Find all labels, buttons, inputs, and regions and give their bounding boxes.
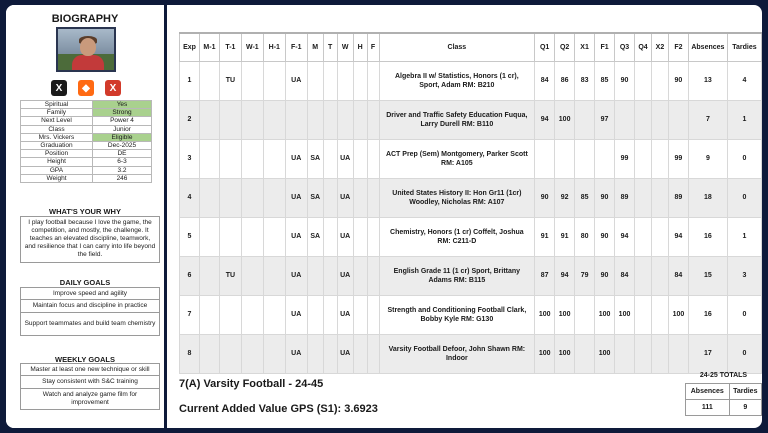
x-icon[interactable]: X [51, 80, 67, 96]
table-cell: TU [219, 61, 241, 100]
table-cell: UA [337, 295, 353, 334]
table-cell [199, 256, 219, 295]
table-cell: 83 [575, 61, 595, 100]
table-cell: UA [337, 217, 353, 256]
table-cell: 100 [535, 334, 555, 373]
table-cell [651, 178, 668, 217]
table-cell [635, 217, 652, 256]
table-cell [651, 100, 668, 139]
table-cell [575, 334, 595, 373]
table-cell [323, 139, 337, 178]
schedule-panel [171, 5, 762, 428]
bio-row [21, 174, 152, 182]
bio-value: Power 4 [93, 117, 152, 125]
table-cell [323, 334, 337, 373]
table-cell: 90 [668, 61, 688, 100]
bio-label: Mrs. Vickers [21, 133, 93, 141]
table-cell [323, 217, 337, 256]
table-cell: 1 [727, 100, 761, 139]
bio-label: Graduation [21, 141, 93, 149]
table-cell [535, 139, 555, 178]
table-cell [263, 139, 285, 178]
bio-row [21, 109, 152, 117]
table-cell: 99 [668, 139, 688, 178]
column-header: X1 [575, 33, 595, 61]
bio-row [21, 101, 152, 109]
table-cell: SA [307, 217, 323, 256]
table-cell: 15 [688, 256, 727, 295]
why-title: WHAT'S YOUR WHY [49, 207, 121, 216]
table-cell [651, 61, 668, 100]
table-cell: 4 [180, 178, 200, 217]
table-cell [263, 61, 285, 100]
table-cell: 100 [535, 295, 555, 334]
totals-title: 24-25 TOTALS [699, 372, 748, 379]
table-row [180, 217, 762, 256]
totals-table [685, 383, 762, 416]
table-cell [575, 295, 595, 334]
bio-row [21, 125, 152, 133]
bio-label: Height [21, 158, 93, 166]
table-cell [367, 217, 379, 256]
table-cell [263, 256, 285, 295]
table-row [180, 256, 762, 295]
table-cell: UA [285, 178, 307, 217]
table-cell [307, 295, 323, 334]
table-cell: 99 [615, 139, 635, 178]
table-cell [199, 217, 219, 256]
goal-item: Improve speed and agility [20, 287, 160, 300]
table-row [180, 139, 762, 178]
table-row [180, 100, 762, 139]
bio-value: 246 [93, 174, 152, 182]
table-cell: 7 [688, 100, 727, 139]
class-cell: Chemistry, Honors (1 cr) Coffelt, Joshua RM: C211-D [379, 217, 535, 256]
table-cell: UA [337, 334, 353, 373]
column-header: X2 [651, 33, 668, 61]
table-cell: 100 [595, 334, 615, 373]
table-cell [353, 139, 367, 178]
column-header: Q4 [635, 33, 652, 61]
table-cell: 85 [595, 61, 615, 100]
table-cell [323, 295, 337, 334]
bio-value: DE [93, 150, 152, 158]
table-cell [241, 295, 263, 334]
table-cell: 86 [555, 61, 575, 100]
table-cell: 94 [615, 217, 635, 256]
bio-row [21, 150, 152, 158]
table-cell: 100 [555, 100, 575, 139]
table-cell [353, 217, 367, 256]
table-cell: SA [307, 178, 323, 217]
absences-label: Absences [686, 384, 730, 400]
table-cell: 18 [688, 178, 727, 217]
tardies-total: 9 [729, 400, 761, 416]
table-cell: 9 [688, 139, 727, 178]
table-cell [199, 100, 219, 139]
table-cell: 2 [180, 100, 200, 139]
class-cell: English Grade 11 (1 cr) Sport, Brittany Adams RM: B115 [379, 256, 535, 295]
bio-label: Class [21, 125, 93, 133]
table-cell [353, 178, 367, 217]
bio-row [21, 133, 152, 141]
table-cell [337, 61, 353, 100]
table-cell [367, 61, 379, 100]
goal-item: Watch and analyze game film for improvement [20, 388, 160, 410]
table-cell [307, 61, 323, 100]
table-cell: 90 [595, 256, 615, 295]
table-cell [635, 334, 652, 373]
table-cell [367, 178, 379, 217]
table-cell [323, 61, 337, 100]
table-cell: 91 [535, 217, 555, 256]
biography-sidebar [6, 5, 164, 428]
column-header: F2 [668, 33, 688, 61]
table-cell: 89 [615, 178, 635, 217]
table-cell: 91 [555, 217, 575, 256]
table-cell: 84 [535, 61, 555, 100]
column-header: F-1 [285, 33, 307, 61]
table-cell: 90 [535, 178, 555, 217]
tardies-label: Tardies [729, 384, 761, 400]
table-cell: 5 [180, 217, 200, 256]
table-cell: SA [307, 139, 323, 178]
table-cell [635, 61, 652, 100]
table-cell: 0 [727, 295, 761, 334]
bio-row [21, 166, 152, 174]
class-cell: Varsity Football Defoor, John Shawn RM: Indoor [379, 334, 535, 373]
table-cell: 1 [727, 217, 761, 256]
table-cell: 1 [180, 61, 200, 100]
table-cell [635, 256, 652, 295]
table-cell [353, 256, 367, 295]
table-cell [367, 139, 379, 178]
table-cell [199, 178, 219, 217]
table-cell: 94 [555, 256, 575, 295]
table-cell [263, 100, 285, 139]
table-cell [241, 217, 263, 256]
table-cell [367, 100, 379, 139]
table-cell [575, 100, 595, 139]
table-cell [219, 100, 241, 139]
table-cell: 16 [688, 217, 727, 256]
table-cell: 85 [575, 178, 595, 217]
table-cell [199, 334, 219, 373]
column-header: Tardies [727, 33, 761, 61]
table-cell: 17 [688, 334, 727, 373]
table-cell: 16 [688, 295, 727, 334]
table-cell [651, 139, 668, 178]
dashboard-frame [6, 5, 762, 428]
column-header: Exp [180, 33, 200, 61]
table-cell [651, 334, 668, 373]
table-cell [285, 100, 307, 139]
table-cell: 100 [555, 295, 575, 334]
table-cell [241, 100, 263, 139]
column-header: H [353, 33, 367, 61]
bio-label: Spiritual [21, 101, 93, 109]
bio-value: Strong [93, 109, 152, 117]
table-cell: UA [337, 139, 353, 178]
column-header: Class [379, 33, 535, 61]
table-cell [668, 100, 688, 139]
table-cell: 100 [555, 334, 575, 373]
goal-item: Stay consistent with S&C training [20, 375, 160, 389]
table-cell [199, 295, 219, 334]
table-cell [337, 100, 353, 139]
table-cell: 6 [180, 256, 200, 295]
table-cell [263, 178, 285, 217]
column-header: Q3 [615, 33, 635, 61]
bio-value: Eligible [93, 133, 152, 141]
table-row [180, 295, 762, 334]
table-cell: 90 [615, 61, 635, 100]
bio-label: Next Level [21, 117, 93, 125]
table-cell [353, 61, 367, 100]
why-text: I play football because I love the game, the competition, and mostly, the challenge. It teaches an elevated discipline, teamwork, and resilience that I can carry into life beyond the field. [20, 216, 160, 263]
table-cell [651, 295, 668, 334]
table-cell [241, 61, 263, 100]
table-cell [241, 256, 263, 295]
class-cell: Algebra II w/ Statistics, Honors (1 cr), Sport, Adam RM: B210 [379, 61, 535, 100]
bio-label: Weight [21, 174, 93, 182]
bio-value: 6-3 [93, 158, 152, 166]
table-row [180, 61, 762, 100]
daily-goals-list [20, 288, 160, 336]
table-cell [353, 295, 367, 334]
bio-value: 3.2 [93, 166, 152, 174]
bio-label: GPA [21, 166, 93, 174]
weekly-goals-title: WEEKLY GOALS [54, 355, 115, 364]
table-cell [635, 178, 652, 217]
table-cell: 0 [727, 178, 761, 217]
table-cell: 8 [180, 334, 200, 373]
class-cell: Strength and Conditioning Football Clark, Bobby Kyle RM: G130 [379, 295, 535, 334]
table-cell: UA [285, 256, 307, 295]
table-cell: UA [285, 295, 307, 334]
table-cell [651, 256, 668, 295]
table-cell [219, 217, 241, 256]
table-cell [219, 178, 241, 217]
goal-item: Maintain focus and discipline in practice [20, 299, 160, 313]
hudl-icon[interactable]: ◆ [78, 80, 94, 96]
class-cell: United States History II: Hon Gr11 (1cr) Woodley, Nicholas RM: A107 [379, 178, 535, 217]
column-header: F1 [595, 33, 615, 61]
table-cell [635, 139, 652, 178]
table-cell: 4 [727, 61, 761, 100]
table-cell [668, 334, 688, 373]
table-cell [555, 139, 575, 178]
maxpreps-icon[interactable]: X [105, 80, 121, 96]
table-cell: 100 [595, 295, 615, 334]
table-cell: UA [285, 61, 307, 100]
team-title: 7(A) Varsity Football - 24-45 [179, 378, 324, 390]
table-cell [575, 139, 595, 178]
goal-item: Master at least one new technique or skill [20, 363, 160, 376]
table-cell: UA [285, 217, 307, 256]
column-header: Absences [688, 33, 727, 61]
table-cell: 100 [668, 295, 688, 334]
bio-label: Family [21, 109, 93, 117]
table-cell [219, 139, 241, 178]
table-cell [323, 178, 337, 217]
table-cell: 84 [615, 256, 635, 295]
table-cell: 94 [535, 100, 555, 139]
table-cell: 3 [180, 139, 200, 178]
table-cell [241, 139, 263, 178]
column-header: M-1 [199, 33, 219, 61]
gps-value: Current Added Value GPS (S1): 3.6923 [179, 403, 378, 415]
table-cell [353, 100, 367, 139]
table-cell: UA [285, 139, 307, 178]
table-cell: 97 [595, 100, 615, 139]
table-cell [219, 295, 241, 334]
bio-info-table [20, 100, 152, 183]
absences-total: 111 [686, 400, 730, 416]
table-row [180, 178, 762, 217]
table-cell: 89 [668, 178, 688, 217]
table-cell: 0 [727, 334, 761, 373]
table-cell [367, 334, 379, 373]
bio-value: Junior [93, 125, 152, 133]
table-cell: 79 [575, 256, 595, 295]
table-cell [595, 139, 615, 178]
bio-row [21, 141, 152, 149]
table-cell: 90 [595, 178, 615, 217]
table-cell [219, 334, 241, 373]
column-header: W [337, 33, 353, 61]
bio-row [21, 117, 152, 125]
goal-item: Support teammates and build team chemistry [20, 312, 160, 336]
table-cell: 80 [575, 217, 595, 256]
table-cell: 94 [668, 217, 688, 256]
table-cell: 87 [535, 256, 555, 295]
table-cell: TU [219, 256, 241, 295]
table-cell [367, 295, 379, 334]
class-cell: ACT Prep (Sem) Montgomery, Parker Scott RM: A105 [379, 139, 535, 178]
daily-goals-title: DAILY GOALS [59, 278, 111, 287]
table-cell: UA [337, 178, 353, 217]
table-cell: 84 [668, 256, 688, 295]
table-cell [323, 256, 337, 295]
table-cell: 7 [180, 295, 200, 334]
bio-label: Position [21, 150, 93, 158]
column-header: Q1 [535, 33, 555, 61]
schedule-table [179, 32, 762, 374]
table-cell: 100 [615, 295, 635, 334]
bio-row [21, 158, 152, 166]
weekly-goals-list [20, 364, 160, 410]
column-header: F [367, 33, 379, 61]
table-cell: 92 [555, 178, 575, 217]
table-cell [615, 334, 635, 373]
class-cell: Driver and Traffic Safety Education Fuqua, Larry Durell RM: B110 [379, 100, 535, 139]
table-cell [307, 100, 323, 139]
table-cell [635, 295, 652, 334]
table-cell: 90 [595, 217, 615, 256]
column-header: W-1 [241, 33, 263, 61]
table-cell: 13 [688, 61, 727, 100]
table-cell [307, 334, 323, 373]
table-row [180, 334, 762, 373]
table-cell [199, 139, 219, 178]
table-cell: 0 [727, 139, 761, 178]
sidebar-divider [164, 5, 167, 428]
bio-value: Yes [93, 101, 152, 109]
table-cell [353, 334, 367, 373]
table-cell [323, 100, 337, 139]
bio-value: Dec-2025 [93, 141, 152, 149]
column-header: T [323, 33, 337, 61]
column-header: T-1 [219, 33, 241, 61]
table-cell [241, 178, 263, 217]
table-cell [199, 61, 219, 100]
table-cell [635, 100, 652, 139]
biography-title: BIOGRAPHY [51, 13, 119, 25]
player-photo [56, 27, 116, 72]
table-cell [615, 100, 635, 139]
table-cell [241, 334, 263, 373]
column-header: H-1 [263, 33, 285, 61]
table-cell [263, 334, 285, 373]
table-cell [367, 256, 379, 295]
table-cell: UA [337, 256, 353, 295]
table-cell [651, 217, 668, 256]
table-cell [263, 295, 285, 334]
table-cell: 3 [727, 256, 761, 295]
table-cell [263, 217, 285, 256]
table-cell: UA [285, 334, 307, 373]
column-header: M [307, 33, 323, 61]
table-cell [307, 256, 323, 295]
column-header: Q2 [555, 33, 575, 61]
